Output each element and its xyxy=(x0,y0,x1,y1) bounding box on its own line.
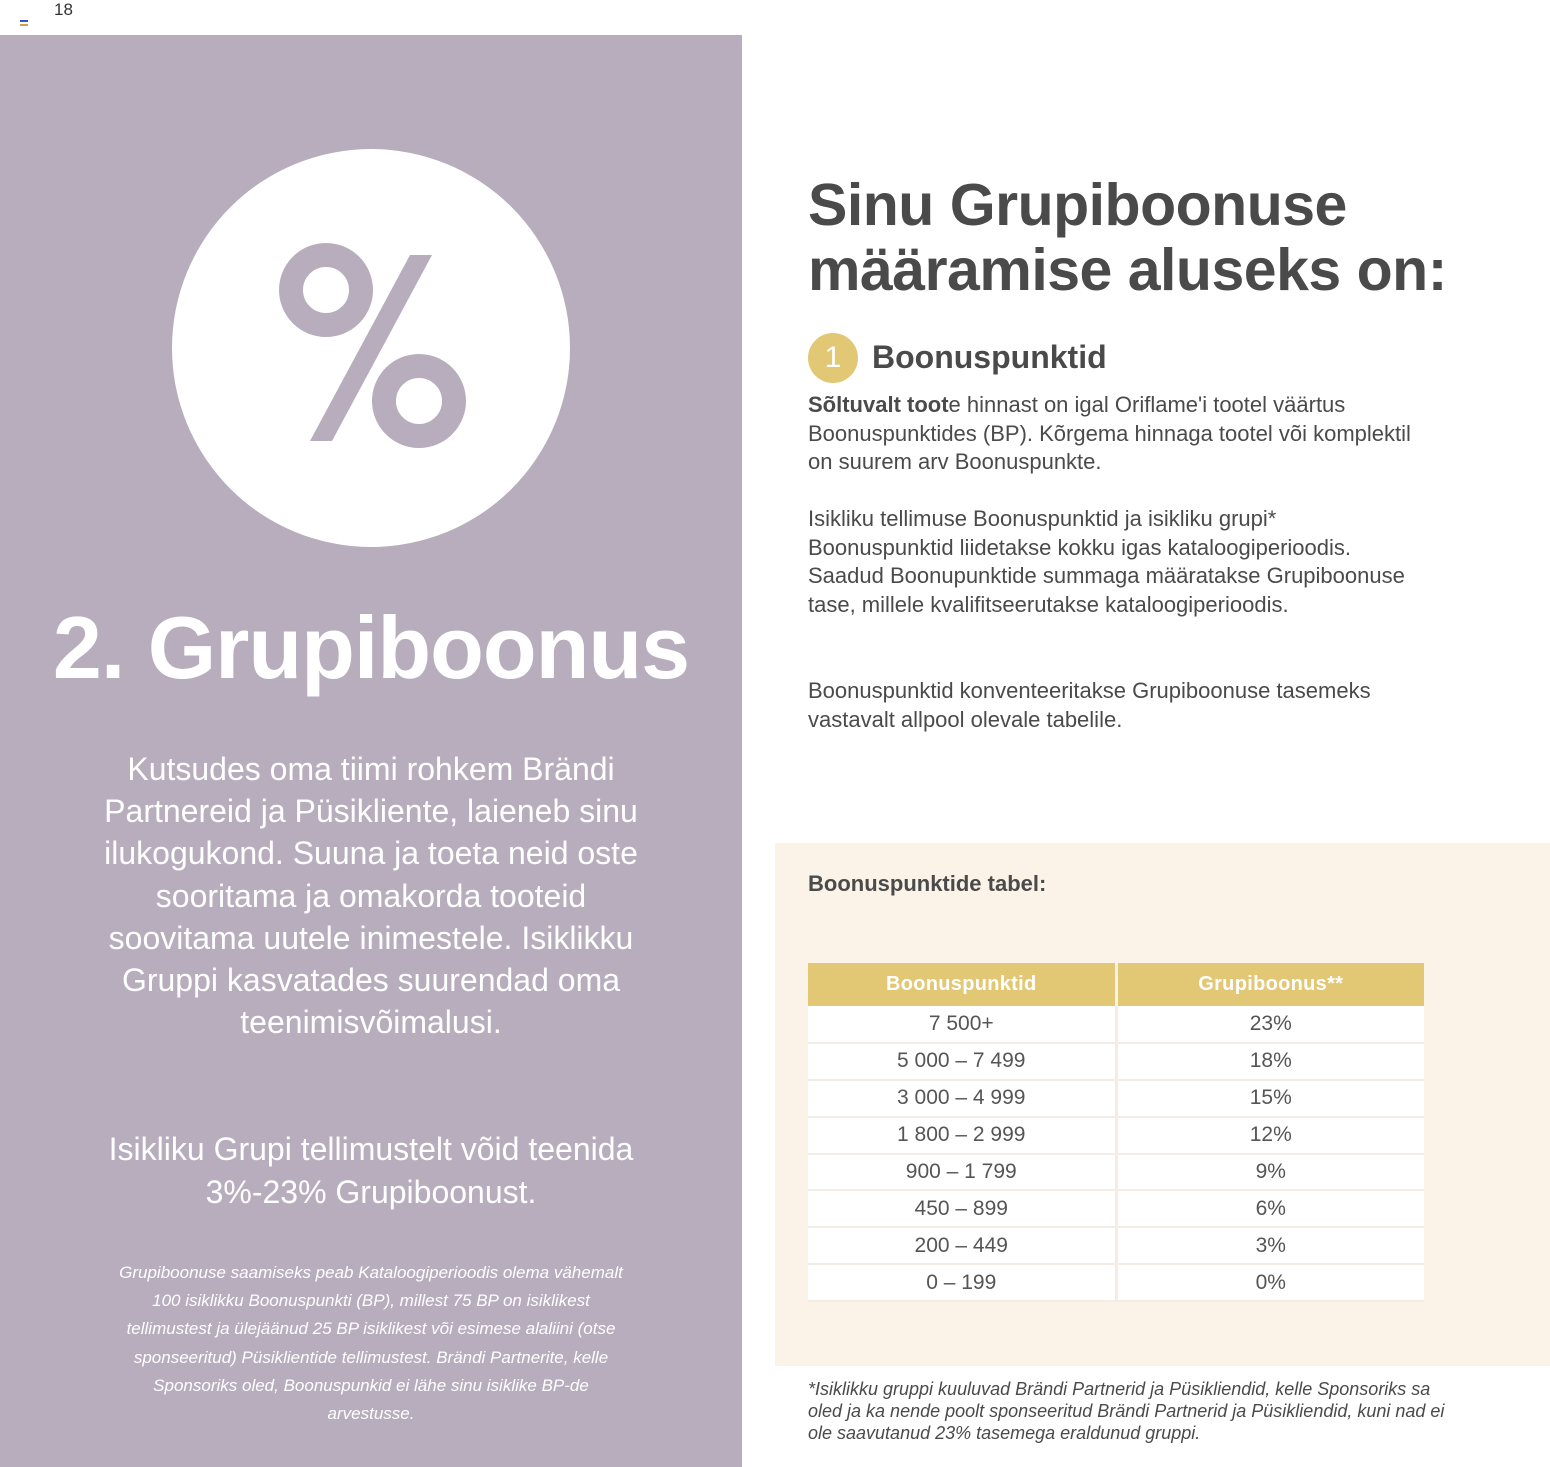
page-title-line2: määramise aluseks on: xyxy=(808,237,1447,303)
page-number: 18 xyxy=(54,0,73,19)
percent-badge xyxy=(172,149,570,547)
paragraph-bonus-points xyxy=(808,391,1418,477)
bonus-cell: 12% xyxy=(1116,1117,1424,1154)
points-cell: 1 800 – 2 999 xyxy=(808,1117,1116,1154)
points-cell: 0 – 199 xyxy=(808,1264,1116,1301)
paragraph-rest: e hinnast on igal Oriflame'i tootel väärtus Boonuspunktides (BP). Kõrgema hinnaga tootel või komplektil on suurem arv Boonuspunkte. xyxy=(808,392,1411,475)
left-panel xyxy=(0,35,742,1467)
bonus-cell: 18% xyxy=(1116,1043,1424,1080)
column-header-points: Boonuspunktid xyxy=(808,963,1116,1006)
table-row xyxy=(808,1264,1424,1301)
section-title: 2. Grupiboonus xyxy=(52,598,690,697)
percent-icon xyxy=(172,149,570,547)
qualification-note: Grupiboonuse saamiseks peab Kataloogiperioodis olema vähemalt 100 isiklikku Boonuspunkti (BP), millest 75 BP on isiklikest tellimustest ja ülejäänud 25 BP isiklikest või esimese alaliini (otse sponseeritud) Püsiklientide tellimustest. Brändi Partnerite, kelle Sponsoriks oled, Boonuspunkid ei lähe sinu isiklike BP-de arvestusse. xyxy=(119,1263,623,1424)
table-row xyxy=(808,1117,1424,1154)
bonus-cell: 15% xyxy=(1116,1080,1424,1117)
points-cell: 7 500+ xyxy=(808,1006,1116,1043)
page-title xyxy=(808,173,1508,303)
table-row xyxy=(808,1080,1424,1117)
intro-text: Kutsudes oma tiimi rohkem Brändi Partnereid ja Püsikliente, laieneb sinu ilukogukond. Suuna ja toeta neid oste sooritama ja omakorda tooteid soovitama uutele inimestele. Isiklikku Gruppi kasvatades suurendad oma teenimisvõimalusi. xyxy=(104,751,638,1041)
bonus-cell: 0% xyxy=(1116,1264,1424,1301)
page-title-line1: Sinu Grupiboonuse xyxy=(808,172,1347,238)
bonus-cell: 6% xyxy=(1116,1190,1424,1227)
step-number-badge: 1 xyxy=(808,333,858,383)
paragraph-conversion: Boonuspunktid konventeeritakse Grupiboonuse tasemeks vastavalt allpool olevale tabelile. xyxy=(808,678,1371,732)
table-row xyxy=(808,1190,1424,1227)
table-row xyxy=(808,1227,1424,1264)
group-definition-footnote: *Isiklikku gruppi kuuluvad Brändi Partnerid ja Püsikliendid, kelle Sponsoriks sa oled ja ka nende poolt sponseeritud Brändi Partnerid ja Püsikliendid, kuni nad ei ole saavutanud 23% tasemega eraldunud gruppi. xyxy=(808,1379,1445,1443)
paragraph-bold-lead: Sõltuvalt toot xyxy=(808,392,949,417)
bonus-points-table xyxy=(808,963,1424,1302)
table-row xyxy=(808,1154,1424,1191)
table-header-row xyxy=(808,963,1424,1006)
column-header-bonus: Grupiboonus** xyxy=(1116,963,1424,1006)
points-cell: 5 000 – 7 499 xyxy=(808,1043,1116,1080)
bonus-cell: 23% xyxy=(1116,1006,1424,1043)
points-cell: 900 – 1 799 xyxy=(808,1154,1116,1191)
points-cell: 3 000 – 4 999 xyxy=(808,1080,1116,1117)
bonus-cell: 9% xyxy=(1116,1154,1424,1191)
points-cell: 450 – 899 xyxy=(808,1190,1116,1227)
table-row xyxy=(808,1043,1424,1080)
highlight-text: Isikliku Grupi tellimustelt võid teenida 3%-23% Grupiboonust. xyxy=(108,1131,634,1210)
table-row xyxy=(808,1006,1424,1043)
bonus-cell: 3% xyxy=(1116,1227,1424,1264)
points-cell: 200 – 449 xyxy=(808,1227,1116,1264)
table-title: Boonuspunktide tabel: xyxy=(808,871,1047,896)
paragraph-group-points: Isikliku tellimuse Boonuspunktid ja isikliku grupi* Boonuspunktid liidetakse kokku igas kataloogiperioodis. Saadud Boonupunktide summaga määratakse Grupiboonuse tase, millele kvalifitseerutakse kataloogiperioodis. xyxy=(808,506,1405,617)
step-title: Boonuspunktid xyxy=(872,339,1107,375)
corner-marker xyxy=(20,20,28,26)
